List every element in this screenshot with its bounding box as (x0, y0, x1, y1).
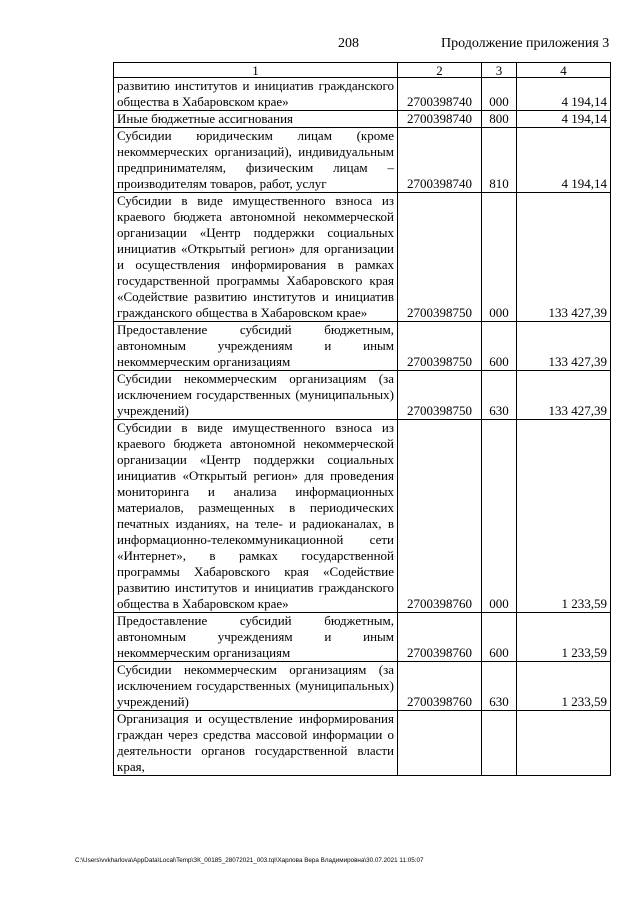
budget-table (113, 62, 611, 776)
row-amount: 4 194,14 (517, 128, 611, 193)
table-header-row (114, 63, 611, 78)
row-target-code: 2700398740 (398, 128, 482, 193)
row-description: Предоставление субсидий бюджетным, автономным учреждениям и иным некоммерческим организациям (114, 322, 398, 371)
row-target-code: 2700398750 (398, 371, 482, 420)
appendix-note: Продолжение приложения 3 (441, 36, 610, 51)
column-header: 3 (482, 63, 517, 78)
row-expense-type: 800 (482, 111, 517, 128)
row-target-code (398, 711, 482, 776)
row-target-code: 2700398760 (398, 662, 482, 711)
row-description: Иные бюджетные ассигнования (114, 111, 398, 128)
table-row (114, 322, 611, 371)
table-row (114, 371, 611, 420)
row-target-code: 2700398760 (398, 613, 482, 662)
row-description: Субсидии в виде имущественного взноса из краевого бюджета автономной некоммерческой организации «Центр поддержки социальных инициатив «Открытый регион» для организации и осуществления информирования в рамках государственной программы Хабаровского края «Содействие развитию институтов и инициатив гражданского общества в Хабаровском крае» (114, 193, 398, 322)
row-expense-type: 630 (482, 371, 517, 420)
row-amount: 1 233,59 (517, 420, 611, 613)
row-description: Субсидии некоммерческим организациям (за исключением государственных (муниципальных) учреждений) (114, 662, 398, 711)
row-description: Субсидии в виде имущественного взноса из краевого бюджета автономной некоммерческой организации «Центр поддержки социальных инициатив «Открытый регион» для проведения мониторинга и анализа информационных материалов, размещенных в периодических печатных изданиях, на теле- и радиоканалах, в информационно-телекоммуникационной сети «Интернет», в рамках государственной программы Хабаровского края «Содействие развитию институтов и инициатив гражданского общества в Хабаровском крае» (114, 420, 398, 613)
row-expense-type: 810 (482, 128, 517, 193)
table-row (114, 78, 611, 111)
row-target-code: 2700398740 (398, 111, 482, 128)
footer-file-path: C:\Users\vvkharlova\AppData\Local\Temp\ЗК_00185_28072021_003.tql\Харлова Вера Владимировна\30.07.2021 11:05:07 (75, 857, 424, 864)
row-description: Субсидии некоммерческим организациям (за исключением государственных (муниципальных) учреждений) (114, 371, 398, 420)
row-description: развитию институтов и инициатив гражданского общества в Хабаровском крае» (114, 78, 398, 111)
row-amount: 4 194,14 (517, 111, 611, 128)
row-expense-type: 000 (482, 420, 517, 613)
column-header: 4 (517, 63, 611, 78)
row-expense-type: 600 (482, 322, 517, 371)
column-header: 1 (114, 63, 398, 78)
table-row (114, 193, 611, 322)
table-row (114, 128, 611, 193)
page-number: 208 (338, 36, 359, 51)
row-target-code: 2700398750 (398, 322, 482, 371)
row-amount: 133 427,39 (517, 322, 611, 371)
row-description: Организация и осуществление информирования граждан через средства массовой информации о деятельности органов государственной власти края, (114, 711, 398, 776)
row-amount: 1 233,59 (517, 613, 611, 662)
row-expense-type: 600 (482, 613, 517, 662)
row-target-code: 2700398760 (398, 420, 482, 613)
table-row (114, 662, 611, 711)
row-expense-type: 000 (482, 193, 517, 322)
table-row (114, 420, 611, 613)
row-description: Субсидии юридическим лицам (кроме некоммерческих организаций), индивидуальным предпринимателям, физическим лицам – производителям товаров, работ, услуг (114, 128, 398, 193)
row-amount: 133 427,39 (517, 371, 611, 420)
row-expense-type: 630 (482, 662, 517, 711)
row-target-code: 2700398750 (398, 193, 482, 322)
table-row (114, 613, 611, 662)
table-row (114, 111, 611, 128)
row-amount: 1 233,59 (517, 662, 611, 711)
row-description: Предоставление субсидий бюджетным, автономным учреждениям и иным некоммерческим организациям (114, 613, 398, 662)
column-header: 2 (398, 63, 482, 78)
row-amount (517, 711, 611, 776)
row-expense-type (482, 711, 517, 776)
row-amount: 4 194,14 (517, 78, 611, 111)
row-expense-type: 000 (482, 78, 517, 111)
row-target-code: 2700398740 (398, 78, 482, 111)
table-row (114, 711, 611, 776)
row-amount: 133 427,39 (517, 193, 611, 322)
